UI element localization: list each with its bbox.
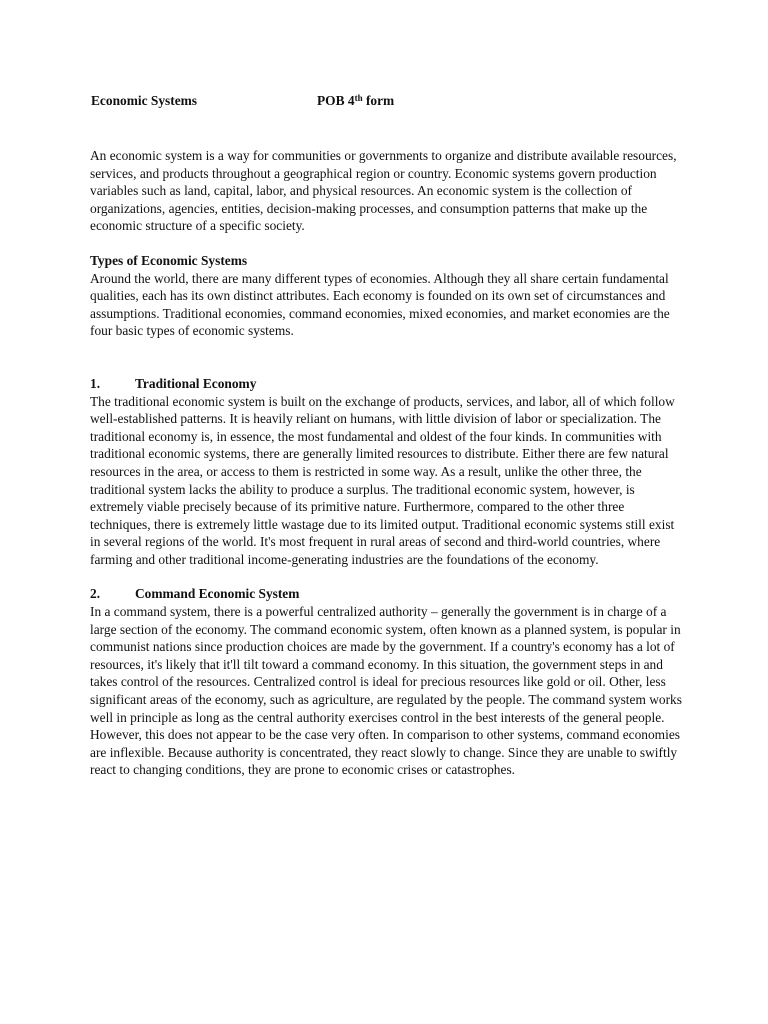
class-label (317, 92, 394, 110)
class-label-superscript: th (354, 93, 363, 103)
document-title: Economic Systems (91, 93, 198, 108)
section-title: Traditional Economy (135, 375, 257, 391)
section-title: Command Economic System (135, 586, 300, 602)
types-paragraph: Around the world, there are many different types of economies. Although they all share certain fundamental qualities, each has its own distinct attributes. Each economy is founded on its own set of circumstances and assumptions. Traditional economies, command economies, mixed economies, and market economies are the four basic types of economic systems. (90, 270, 670, 339)
document-header (90, 92, 682, 110)
command-economy-heading (90, 585, 682, 603)
intro-paragraph: An economic system is a way for communities or governments to organize and distribute available resources, services, and products throughout a geographical region or country. Economic systems govern production variables such as land, capital, labor, and physical resources. An economic system is the collection of organizations, agencies, entities, decision-making processes, and consumption patterns that make up the economic structure of a specific society. (90, 148, 677, 234)
command-economy-paragraph: In a command system, there is a powerful centralized authority – generally the government is in charge of a large section of the economy. The command economic system, often known as a planned system, is popular in communist nations since production choices are made by the government. If a country's economy has a lot of resources, it's likely that it'll tilt toward a command economy. In this situation, the government steps in and takes control of the resources. Centralized control is ideal for precious resources like gold or oil. Other, less significant areas of the economy, such as agriculture, are regulated by the people. The command system works well in principle as long as the central authority exercises control in the best interests of the general people. However, this does not appear to be the case very often. In comparison to other systems, command economies are inflexible. Because authority is concentrated, they react slowly to change. Since they are unable to swiftly react to changing conditions, they are prone to economic crises or catastrophes. (90, 604, 682, 778)
traditional-economy-paragraph: The traditional economic system is built on the exchange of products, services, and labor, all of which follow well-established patterns. It is heavily reliant on humans, with little division of labor or specialization. The traditional economy is, in essence, the most fundamental and oldest of the four kinds. In communities with traditional economic systems, there are generally limited resources to distribute. Either there are few natural resources in the area, or access to them is restricted in some way. As a result, unlike the other three, the traditional system lacks the ability to produce a surplus. The traditional economic system, however, is extremely viable precisely because of its primitive nature. Furthermore, compared to the other three techniques, there is extremely little wastage due to its limited output. Traditional economic systems still exist in several regions of the world. It's most frequent in rural areas of second and third-world countries, where farming and other traditional income-generating industries are the foundations of the economy. (90, 393, 675, 567)
section-number: 1. (90, 375, 101, 391)
class-label-suffix: form (362, 93, 395, 108)
types-heading: Types of Economic Systems (90, 252, 248, 268)
section-number: 2. (90, 586, 101, 602)
class-label-prefix: POB 4 (317, 93, 355, 108)
document-page (90, 92, 682, 779)
traditional-economy-heading (90, 375, 682, 393)
